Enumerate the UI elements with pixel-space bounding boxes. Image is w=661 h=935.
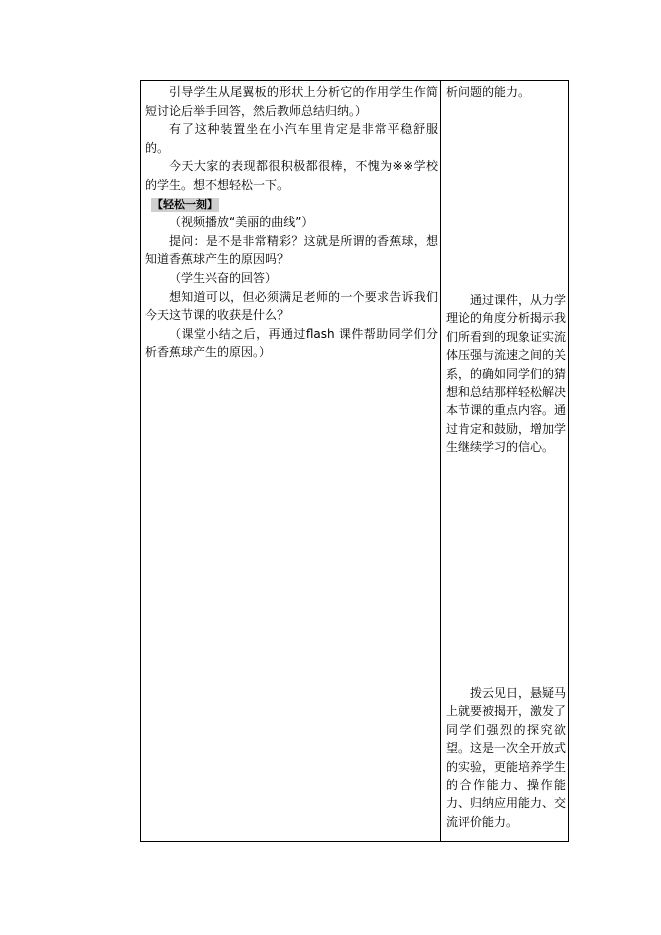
- intent-cell-3: [446, 684, 566, 831]
- paragraph-question: 提问：是不是非常精彩？这就是所谓的香蕉球，想知道香蕉球产生的原因吗？: [145, 233, 438, 267]
- intent-text-2: 通过课件，从力学理论的角度分析揭示我们所看到的现象证实流体压强与流速之间的关系，的确如同学们的猜想和总结那样轻松解决本节课的重点内容。通过肯定和鼓励，增加学生继续学习的信心。: [446, 293, 566, 455]
- paragraph-stability: 有了这种装置坐在小汽车里肯定是非常平稳舒服的。: [145, 122, 438, 155]
- paragraph-summary-flash: （课堂小结之后，再通过flash 课件帮助同学们分析香蕉球产生的原因。）: [145, 326, 438, 360]
- paragraph-video: （视频播放“美丽的曲线”）: [169, 215, 314, 230]
- section-label-row: [145, 195, 438, 214]
- paragraph-student-answer: （学生兴奋的回答）: [169, 270, 278, 285]
- intent-cell-1: [446, 83, 566, 101]
- column-divider: [440, 81, 441, 841]
- paragraph-praise: 今天大家的表现都很积极都很棒，不愧为※※学校的学生。想不想轻松一下。: [145, 159, 438, 192]
- intent-text-3: 拨云见日，悬疑马上就要被揭开，激发了同学们强烈的探究欲望。这是一次全开放式的实验，更能培养学生的合作能力、操作能力、归纳应用能力、交流评价能力。: [446, 686, 566, 829]
- intent-cell-2: [446, 291, 566, 457]
- paragraph-requirement: 想知道可以，但必须满足老师的一个要求告诉我们今天这节课的收获是什么？: [145, 289, 438, 323]
- teaching-process-cell: [145, 83, 438, 362]
- intent-text-1: 析问题的能力。: [446, 85, 531, 99]
- paragraph-tail-wing-analysis: 引导学生从尾翼板的形状上分析它的作用学生作简短讨论后举手回答，然后教师总结归纳。）: [145, 85, 438, 118]
- section-label-relax: 【轻松一刻】: [152, 197, 218, 211]
- lesson-plan-table: [140, 80, 569, 842]
